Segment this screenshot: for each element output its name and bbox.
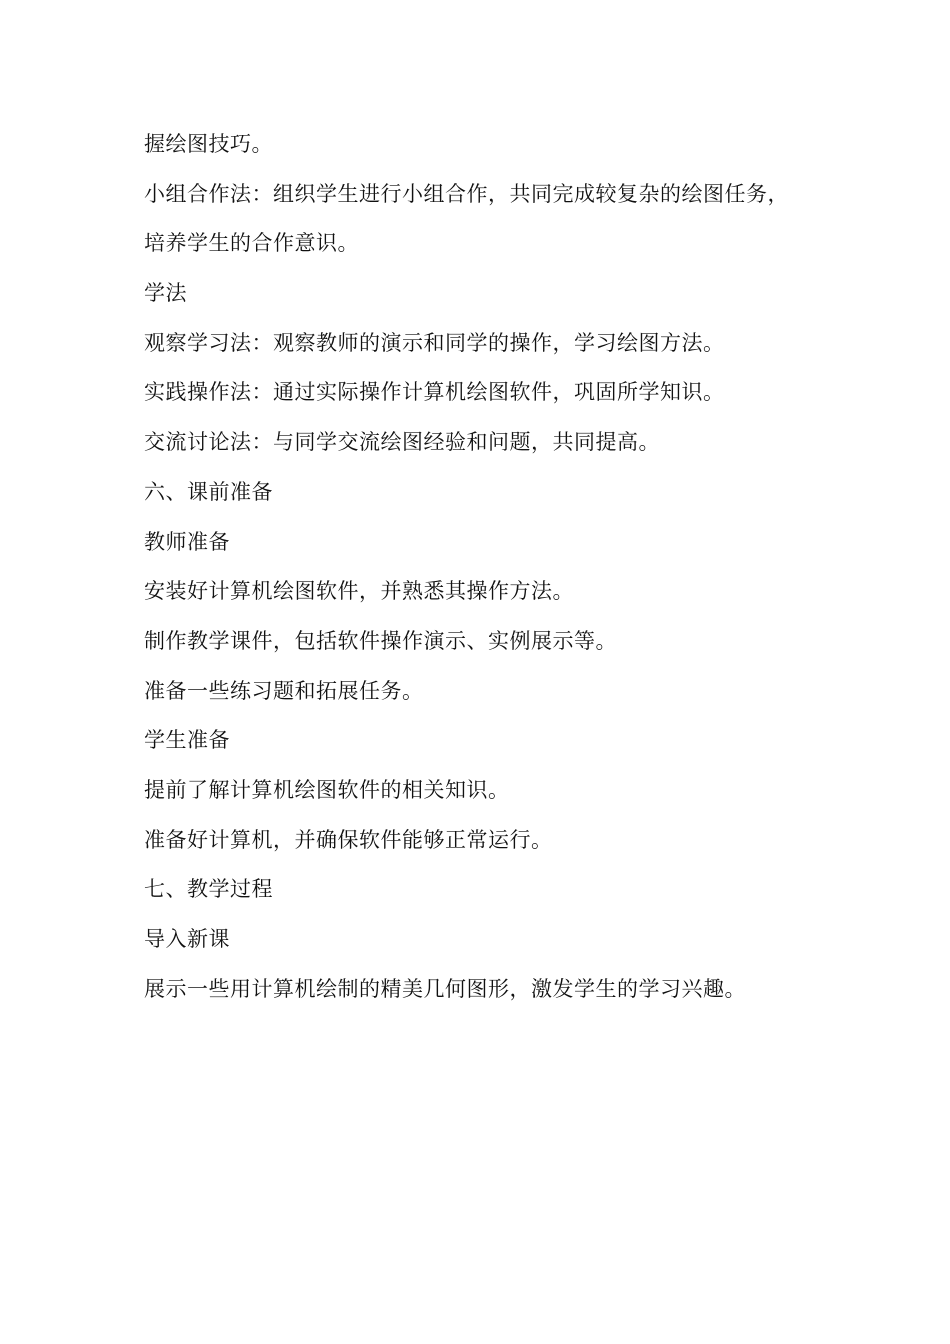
heading-learning-methods: 学法: [144, 281, 187, 306]
paragraph-courseware: 制作教学课件，包括软件操作演示、实例展示等。: [144, 628, 617, 653]
paragraph-continuation: 握绘图技巧。: [144, 132, 273, 156]
paragraph-group-work-cont: 培养学生的合作意识。: [144, 231, 359, 256]
paragraph-exercises: 准备一些练习题和拓展任务。: [144, 678, 424, 703]
paragraph-preview-knowledge: 提前了解计算机绘图软件的相关知识。: [144, 777, 510, 802]
paragraph-observation: 观察学习法：观察教师的演示和同学的操作，学习绘图方法。: [144, 330, 725, 355]
paragraph-discussion: 交流讨论法：与同学交流绘图经验和问题，共同提高。: [144, 430, 660, 455]
heading-student-prep: 学生准备: [144, 728, 230, 753]
paragraph-prepare-computer: 准备好计算机，并确保软件能够正常运行。: [144, 827, 553, 852]
paragraph-group-work: 小组合作法：组织学生进行小组合作，共同完成较复杂的绘图任务，: [144, 181, 789, 206]
heading-teacher-prep: 教师准备: [144, 529, 230, 554]
paragraph-install-software: 安装好计算机绘图软件，并熟悉其操作方法。: [144, 579, 574, 604]
paragraph-show-figures: 展示一些用计算机绘制的精美几何图形，激发学生的学习兴趣。: [144, 976, 746, 1001]
paragraph-practice: 实践操作法：通过实际操作计算机绘图软件，巩固所学知识。: [144, 380, 725, 405]
document-body: [144, 120, 844, 1014]
heading-introduction: 导入新课: [144, 927, 230, 951]
heading-teaching-process: 七、教学过程: [144, 877, 273, 902]
heading-preparation: 六、课前准备: [144, 479, 273, 504]
